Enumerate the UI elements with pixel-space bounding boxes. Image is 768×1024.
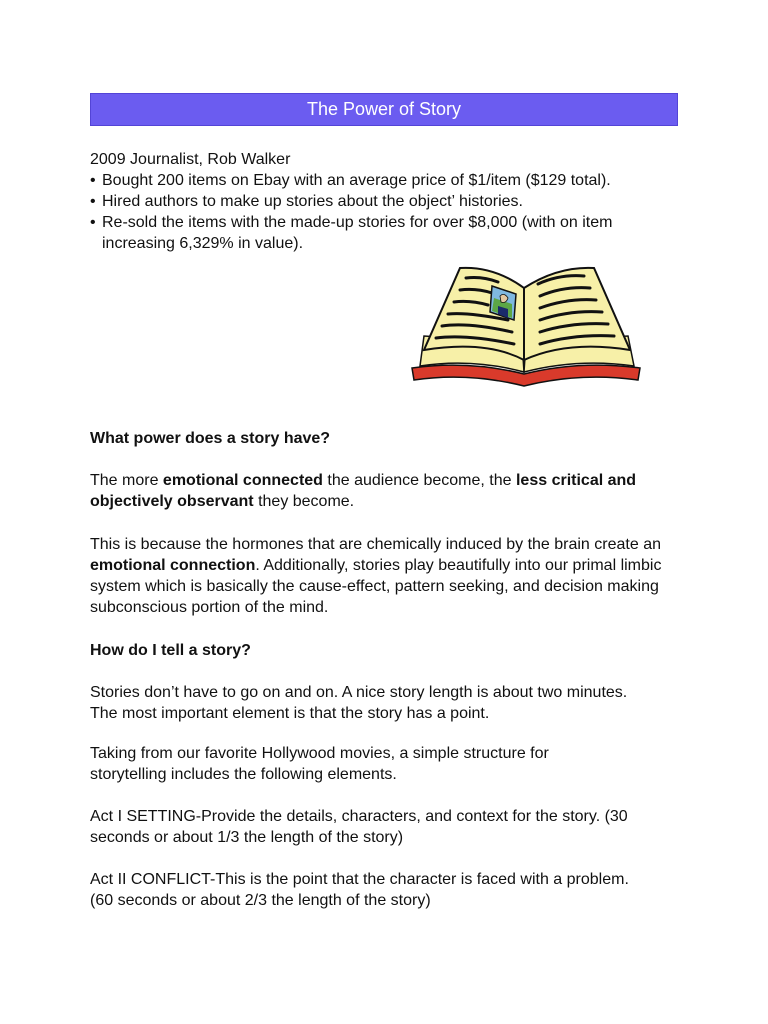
paragraph: Act II CONFLICT-This is the point that the character is faced with a problem. (60 seconds or about 2/3 the length of the story) — [90, 871, 629, 909]
section-heading: How do I tell a story? — [90, 642, 251, 659]
paragraph: Stories don’t have to go on and on. A nice story length is about two minutes. The most important element is that the story has a point. — [90, 684, 628, 722]
bullet-item: • Re-sold the items with the made-up stories for over $8,000 (with on item increasing 6,329% in value). — [90, 212, 674, 254]
text-run: the audience become, the — [322, 472, 516, 489]
intro-line: 2009 Journalist, Rob Walker — [90, 151, 291, 168]
intro-block — [90, 149, 690, 254]
paragraph — [90, 534, 680, 618]
text-run: This is because the hormones that are chemically induced by the brain create an — [90, 536, 661, 553]
text-run: they become. — [253, 493, 355, 510]
emphasis-text: emotional connection — [90, 557, 256, 574]
emphasis-text: less critical and objectively observant — [90, 472, 637, 510]
page-title: The Power of Story — [306, 99, 462, 119]
text-run: . Additionally, stories play beautifully into our primal limbic system which is basically the cause-effect, pattern seeking, and decision making subconscious portion of the mind. — [90, 557, 662, 616]
text-run: The more — [90, 472, 163, 489]
paragraph: Taking from our favorite Hollywood movies, a simple structure for storytelling includes the following elements. — [90, 745, 549, 783]
bullet-item: • Bought 200 items on Ebay with an average price of $1/item ($129 total). — [90, 170, 690, 191]
open-book-icon — [408, 262, 644, 388]
section-heading: What power does a story have? — [90, 430, 331, 447]
title-banner — [90, 93, 678, 126]
emphasis-text: emotional connected — [162, 472, 323, 489]
paragraph — [90, 470, 680, 512]
paragraph: Act I SETTING-Provide the details, characters, and context for the story. (30 seconds or about 1/3 the length of the story) — [90, 808, 628, 846]
bullet-item: • Hired authors to make up stories about the object’ histories. — [90, 191, 690, 212]
